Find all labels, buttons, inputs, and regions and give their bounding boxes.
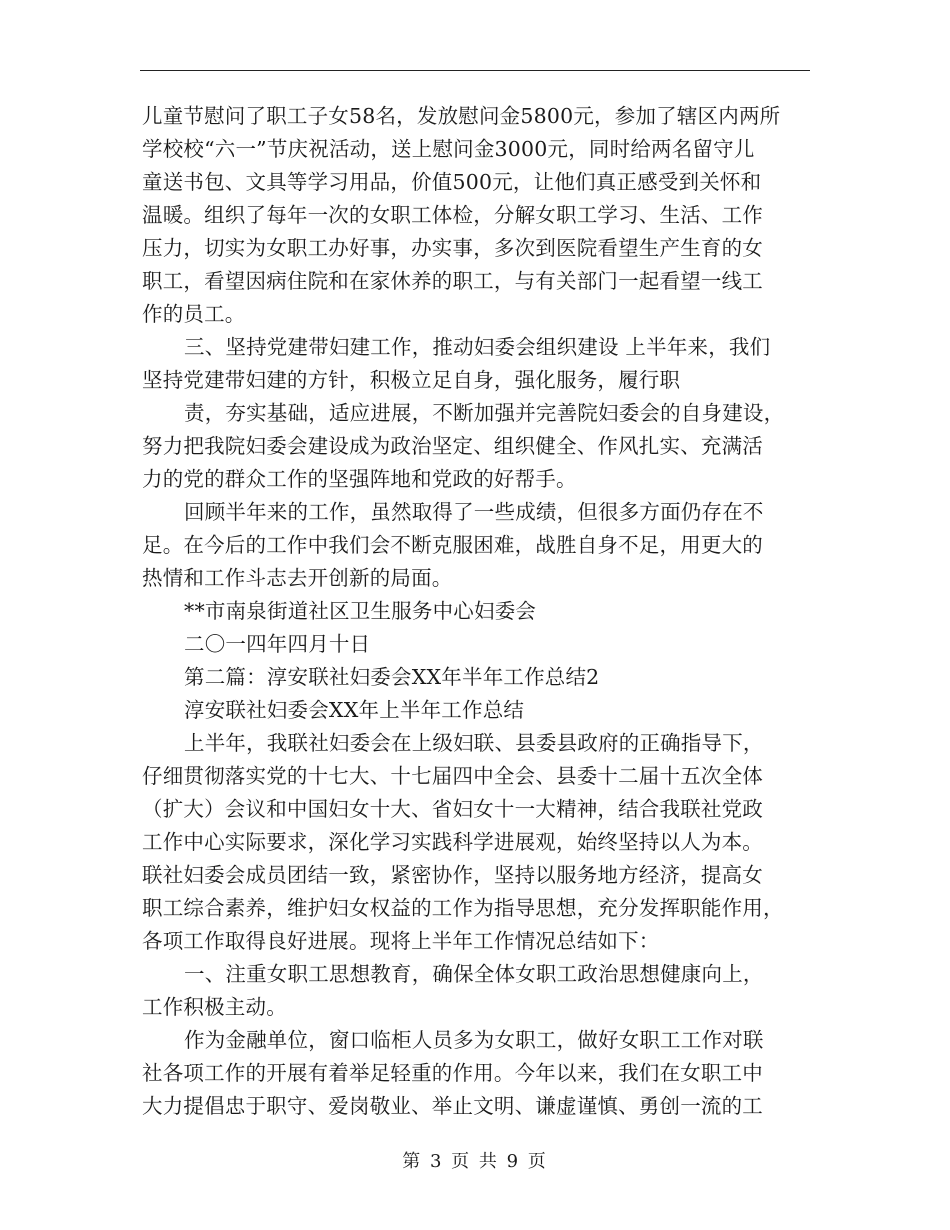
text-line: 足。在今后的工作中我们会不断克服困难，战胜自身不足，用更大的 [142, 533, 763, 557]
text-line: 温暖。组织了每年一次的女职工体检，分解女职工学习、生活、工作 [142, 203, 763, 227]
text-line: 作为金融单位，窗口临柜人员多为女职工，做好女职工工作对联 [184, 1028, 764, 1052]
text-line: 学校校“六一”节庆祝活动，送上慰问金3000元，同时给两名留守儿 [142, 137, 755, 161]
text-line: 作的员工。 [142, 302, 246, 326]
text-line: 一、注重女职工思想教育，确保全体女职工政治思想健康向上， [184, 962, 764, 986]
header-rule [140, 70, 810, 71]
text-line: 努力把我院妇委会建设成为政治坚定、组织健全、作风扎实、充满活 [142, 434, 763, 458]
text-line: 儿童节慰问了职工子女58名，发放慰问金5800元，参加了辖区内两所 [142, 104, 781, 128]
text-line: 二〇一四年四月十日 [184, 632, 371, 656]
text-line: （扩大）会议和中国妇女十大、省妇女十一大精神，结合我联社党政 [142, 797, 763, 821]
text-line: 三、坚持党建带妇建工作，推动妇委会组织建设 上半年来，我们 [184, 335, 771, 359]
text-line: 工作中心实际要求，深化学习实践科学进展观，始终坚持以人为本。 [142, 830, 763, 854]
document-body [142, 100, 810, 1123]
text-line: 第二篇：淳安联社妇委会XX年半年工作总结2 [184, 665, 600, 689]
page-footer: 第 3 页 共 9 页 [402, 1151, 548, 1172]
text-line: 责，夯实基础，适应进展，不断加强并完善院妇委会的自身建设， [184, 401, 785, 425]
text-line: 职工，看望因病住院和在家休养的职工，与有关部门一起看望一线工 [142, 269, 763, 293]
text-line: 童送书包、文具等学习用品，价值500元，让他们真正感受到关怀和 [142, 170, 762, 194]
text-line: 社各项工作的开展有着举足轻重的作用。今年以来，我们在女职工中 [142, 1061, 763, 1085]
text-line: 各项工作取得良好进展。现将上半年工作情况总结如下： [142, 929, 660, 953]
text-line: 联社妇委会成员团结一致，紧密协作，坚持以服务地方经济，提高女 [142, 863, 763, 887]
text-line: **市南泉街道社区卫生服务中心妇委会 [184, 599, 537, 623]
text-line: 大力提倡忠于职守、爱岗敬业、举止文明、谦虚谨慎、勇创一流的工 [142, 1094, 763, 1118]
text-line: 压力，切实为女职工办好事，办实事，多次到医院看望生产生育的女 [142, 236, 763, 260]
text-line: 上半年，我联社妇委会在上级妇联、县委县政府的正确指导下， [184, 731, 764, 755]
text-line: 淳安联社妇委会XX年上半年工作总结 [184, 698, 525, 722]
text-line: 仔细贯彻落实党的十七大、十七届四中全会、县委十二届十五次全体 [142, 764, 763, 788]
text-line: 坚持党建带妇建的方针，积极立足自身，强化服务，履行职 [142, 368, 681, 392]
text-line: 工作积极主动。 [142, 995, 287, 1019]
text-line: 力的党的群众工作的坚强阵地和党政的好帮手。 [142, 467, 577, 491]
text-line: 回顾半年来的工作，虽然取得了一些成绩，但很多方面仍存在不 [184, 500, 764, 524]
text-line: 职工综合素养，维护妇女权益的工作为指导思想，充分发挥职能作用， [142, 896, 784, 920]
text-line: 热情和工作斗志去开创新的局面。 [142, 566, 453, 590]
